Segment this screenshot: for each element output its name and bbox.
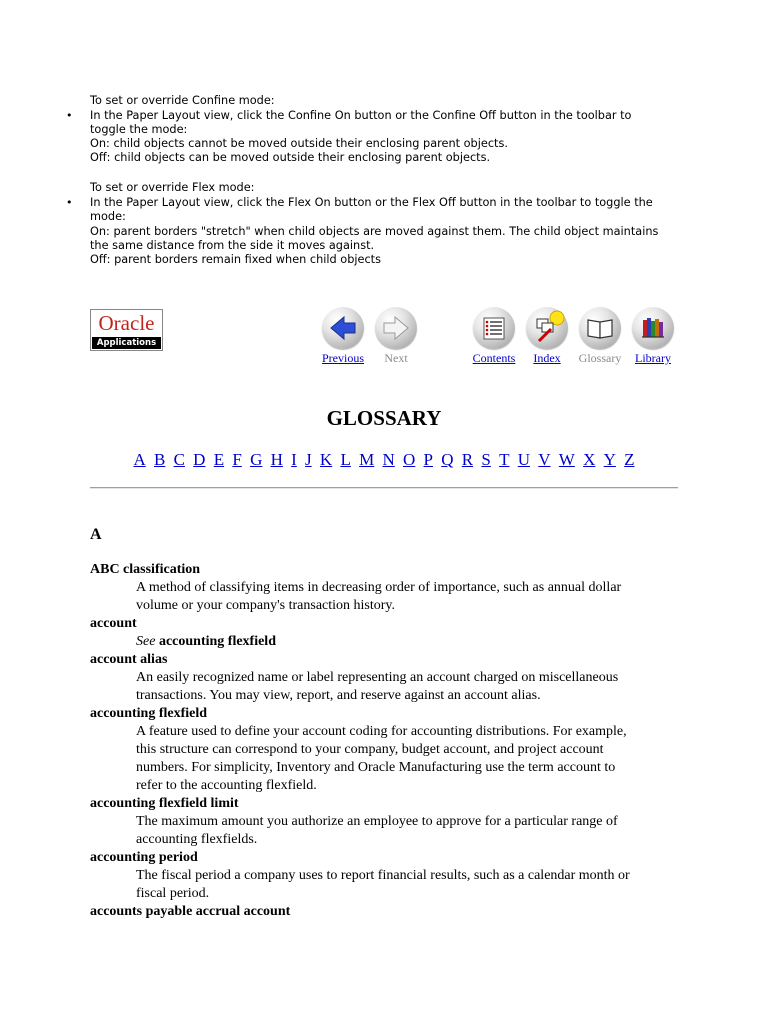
glossary-definition-line: The maximum amount you authorize an employee to approve for a particular range of (136, 814, 618, 829)
index-pointer-icon (526, 307, 568, 349)
glossary-definition-line: A feature used to define your account coding for accounting distributions. For example, (136, 724, 627, 739)
glossary-see-reference (136, 633, 690, 651)
previous-label[interactable]: Previous (322, 351, 364, 365)
index-label[interactable]: Index (533, 351, 561, 365)
letter-link-q[interactable]: Q (441, 450, 454, 469)
glossary-definition-line: accounting flexfields. (136, 832, 258, 847)
open-book-icon (579, 307, 621, 349)
bullet-flex: • (66, 196, 73, 209)
glossary-term: account alias (90, 652, 168, 667)
oracle-applications-logo (90, 309, 163, 351)
confine-line-2: toggle the mode: (90, 123, 188, 136)
letter-link-k[interactable]: K (319, 450, 333, 469)
library-books-icon (632, 307, 674, 349)
glossary-definition-line: refer to the accounting flexfield. (136, 778, 317, 793)
letter-link-y[interactable]: Y (603, 450, 616, 469)
confine-line-4: Off: child objects can be moved outside their enclosing parent objects. (90, 151, 491, 164)
glossary-term: accounting period (90, 850, 198, 865)
next-label: Next (384, 351, 408, 365)
letter-link-r[interactable]: R (461, 450, 474, 469)
flex-line-4: the same distance from the side it moves against. (90, 239, 375, 252)
glossary-definition-line: transactions. You may view, report, and reserve against an account alias. (136, 688, 541, 703)
section-heading-a: A (90, 526, 102, 543)
letter-link-s[interactable]: S (481, 450, 491, 469)
contents-list-icon (473, 307, 515, 349)
letter-link-f[interactable]: F (232, 450, 242, 469)
letter-link-a[interactable]: A (133, 450, 146, 469)
library-label[interactable]: Library (635, 351, 671, 365)
letter-link-v[interactable]: V (538, 450, 551, 469)
glossary-term: account (90, 616, 137, 631)
letter-link-e[interactable]: E (213, 450, 225, 469)
letter-link-d[interactable]: D (193, 450, 206, 469)
glossary-label: Glossary (578, 351, 622, 365)
flex-line-5: Off: parent borders remain fixed when child objects (90, 253, 381, 266)
letter-link-l[interactable]: L (340, 450, 351, 469)
glossary-title: GLOSSARY (326, 406, 442, 430)
letter-link-m[interactable]: M (359, 450, 375, 469)
letter-link-o[interactable]: O (403, 450, 416, 469)
right-arrow-icon (375, 307, 417, 349)
glossary-definition-line: fiscal period. (136, 886, 210, 901)
letter-link-c[interactable]: C (173, 450, 185, 469)
flex-line-2: mode: (90, 210, 126, 223)
glossary-definition-line: A method of classifying items in decreasing order of importance, such as annual dollar (136, 580, 622, 595)
glossary-term: accounting flexfield (90, 706, 208, 721)
previous-button[interactable] (320, 307, 366, 365)
letter-link-i[interactable]: I (291, 450, 297, 469)
confine-line-3: On: child objects cannot be moved outside their enclosing parent objects. (90, 137, 508, 150)
letter-link-h[interactable]: H (270, 450, 283, 469)
glossary-term: accounts payable accrual account (90, 904, 291, 919)
see-label: See (136, 634, 156, 649)
glossary-definition-line: An easily recognized name or label representing an account charged on miscellaneous (136, 670, 619, 685)
flex-heading: To set or override Flex mode: (90, 181, 255, 194)
glossary-term: ABC classification (90, 562, 201, 577)
flex-line-1: In the Paper Layout view, click the Flex On button or the Flex Off button in the toolbar to toggle the (90, 196, 653, 209)
index-button[interactable] (524, 307, 570, 365)
flex-line-3: On: parent borders "stretch" when child objects are moved against them. The child object maintains (90, 225, 659, 238)
divider (90, 487, 678, 489)
glossary-definition-line: numbers. For simplicity, Inventory and Oracle Manufacturing use the term account to (136, 760, 616, 775)
bullet-confine: • (66, 109, 73, 122)
confine-heading: To set or override Confine mode: (90, 94, 275, 107)
letter-link-u[interactable]: U (517, 450, 531, 469)
letter-link-n[interactable]: N (382, 450, 395, 469)
logo-subtitle: Applications (92, 337, 161, 349)
contents-label[interactable]: Contents (472, 351, 516, 365)
letter-link-z[interactable]: Z (624, 450, 635, 469)
letter-link-b[interactable]: B (153, 450, 166, 469)
glossary-term: accounting flexfield limit (90, 796, 239, 811)
letter-link-x[interactable]: X (583, 450, 596, 469)
letter-link-w[interactable]: W (558, 450, 575, 469)
glossary-definition-line: The fiscal period a company uses to report financial results, such as a calendar month or (136, 868, 630, 883)
alphabet-index (0, 450, 768, 470)
next-button (373, 307, 419, 365)
letter-link-t[interactable]: T (499, 450, 510, 469)
letter-link-j[interactable]: J (305, 450, 312, 469)
glossary-definition-line: this structure can correspond to your company, budget account, and project account (136, 742, 604, 757)
letter-link-p[interactable]: P (423, 450, 433, 469)
logo-word: Oracle (98, 311, 155, 335)
see-term: accounting flexfield (158, 634, 276, 649)
letter-link-g[interactable]: G (250, 450, 263, 469)
library-button[interactable] (630, 307, 676, 365)
glossary-entries (90, 561, 690, 921)
left-arrow-icon (322, 307, 364, 349)
glossary-button (577, 307, 623, 365)
confine-line-1: In the Paper Layout view, click the Confine On button or the Confine Off button in the toolbar to (90, 109, 632, 122)
glossary-definition-line: volume or your company's transaction history. (136, 598, 396, 613)
contents-button[interactable] (471, 307, 517, 365)
